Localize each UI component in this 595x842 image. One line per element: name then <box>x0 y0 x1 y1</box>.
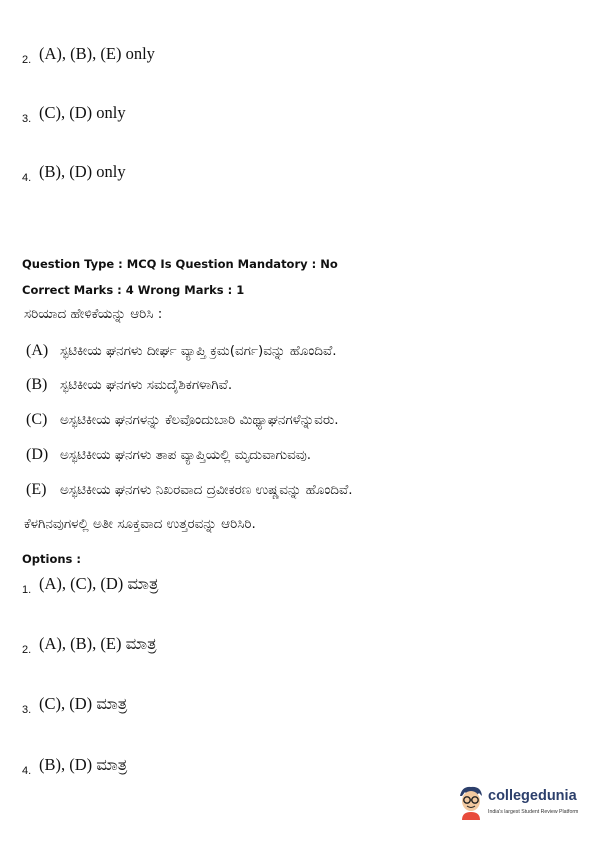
statement-label: (A) <box>26 342 49 359</box>
option-text: (A), (C), (D) ಮಾತ್ರ <box>39 574 159 593</box>
statement-c <box>26 411 339 429</box>
option-text: (A), (B), (E) ಮಾತ್ರ <box>39 634 157 653</box>
statement-text: ಸ್ಫಟಿಕೀಯ ಘನಗಳು ಸಮದೈಶಿಕಗಳಾಗಿವೆ. <box>60 377 233 393</box>
statement-b <box>26 376 232 394</box>
statement-a <box>26 342 337 360</box>
statement-e <box>26 481 353 499</box>
statement-text: ಅಸ್ಫಟಿಕೀಯ ಘನಗಳು ತಾಪ ವ್ಯಾಪ್ತಿಯಲ್ಲಿ ಮೃದುವಾಗುವವು. <box>60 447 312 463</box>
option-number: 2. <box>22 53 32 66</box>
statement-label: (D) <box>26 446 49 463</box>
mascot-icon <box>456 784 486 822</box>
prev-option-4 <box>22 162 126 184</box>
logo-wordmark: collegedunia <box>488 788 577 804</box>
option-2[interactable] <box>22 634 157 656</box>
option-1[interactable] <box>22 574 159 596</box>
statement-label: (B) <box>26 376 48 393</box>
statement-label: (E) <box>26 481 47 498</box>
option-text: (A), (B), (E) only <box>39 44 155 63</box>
option-number: 4. <box>22 171 32 184</box>
prev-option-3 <box>22 103 126 125</box>
question-instruction: ಸರಿಯಾದ ಹೇಳಿಕೆಯನ್ನು ಆರಿಸಿ : <box>24 306 163 322</box>
option-3[interactable] <box>22 694 128 716</box>
prev-option-2 <box>22 44 155 66</box>
option-number: 3. <box>22 112 32 125</box>
statement-label: (C) <box>26 411 48 428</box>
option-text: (B), (D) only <box>39 162 126 181</box>
options-label: Options : <box>22 552 81 566</box>
collegedunia-logo <box>456 782 586 826</box>
option-4[interactable] <box>22 755 128 777</box>
option-text: (C), (D) ಮಾತ್ರ <box>39 694 128 713</box>
option-text: (C), (D) only <box>39 103 126 122</box>
statement-text: ಅಸ್ಫಟಿಕೀಯ ಘನಗಳನ್ನು ಕೆಲವೊಂದುಬಾರಿ ಮಿಥ್ಯಾಘನಗಳೆನ್ನುವರು. <box>60 412 339 428</box>
logo-tagline: India's largest Student Review Platform <box>488 809 579 815</box>
option-text: (B), (D) ಮಾತ್ರ <box>39 755 128 774</box>
option-number: 2. <box>22 643 32 656</box>
question-prompt: ಕೆಳಗಿನವುಗಳಲ್ಲಿ ಅತೀ ಸೂಕ್ತವಾದ ಉತ್ತರವನ್ನು ಆರಿಸಿರಿ. <box>24 516 256 532</box>
option-number: 3. <box>22 703 32 716</box>
option-number: 1. <box>22 583 32 596</box>
statement-text: ಸ್ಫಟಿಕೀಯ ಘನಗಳು ದೀರ್ಘ ವ್ಯಾಪ್ತಿ ಕ್ರಮ(ವರ್ಗ)ವನ್ನು ಹೊಂದಿವೆ. <box>60 343 337 359</box>
statement-text: ಅಸ್ಫಟಿಕೀಯ ಘನಗಳು ನಿಖರವಾದ ದ್ರವೀಕರಣ ಉಷ್ಣವನ್ನು ಹೊಂದಿವೆ. <box>60 482 353 498</box>
statement-d <box>26 446 311 464</box>
marks-line: Correct Marks : 4 Wrong Marks : 1 <box>22 283 245 297</box>
option-number: 4. <box>22 764 32 777</box>
question-type-line: Question Type : MCQ Is Question Mandatory : No <box>22 257 338 271</box>
